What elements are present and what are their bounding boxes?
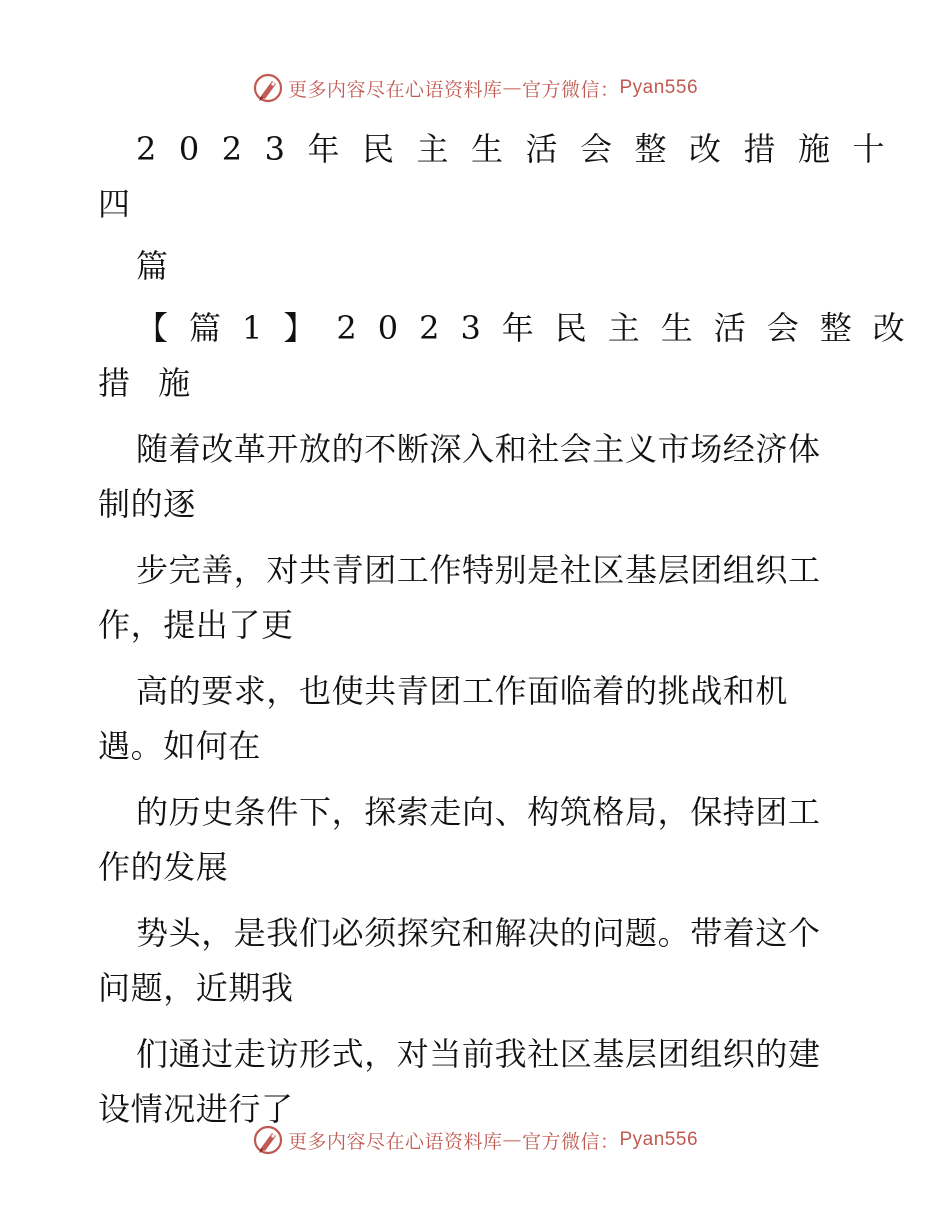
section-heading-line-1: 【篇1】2023年民主生活会整改: [136, 309, 926, 347]
bottom-watermark-banner: [0, 1124, 950, 1156]
paragraph-line: 们通过走访形式，对当前我社区基层团组织的建: [136, 1035, 821, 1073]
paragraph-line: 遇。如何在: [98, 727, 262, 765]
watermark-account: Pyan556: [619, 1129, 699, 1150]
paragraph-line: 高的要求，也使共青团工作面临着的挑战和机: [136, 672, 789, 710]
watermark-account: Pyan556: [619, 77, 699, 98]
paragraph-line: 随着改革开放的不断深入和社会主义市场经济体: [136, 430, 821, 468]
pen-logo-icon: [252, 72, 284, 104]
paragraph-line: 作，提出了更: [98, 606, 294, 644]
watermark-wechat-label: 官方微信：: [521, 78, 620, 101]
paragraph-line: 步完善，对共青团工作特别是社区基层团组织工: [136, 551, 821, 589]
section-heading-line-2: 措 施: [98, 364, 200, 402]
doc-title-line-3: 篇: [136, 247, 169, 285]
paragraph-line: 制的逐: [98, 485, 196, 523]
watermark-text: 更多内容尽在心语资料库: [287, 78, 503, 101]
watermark-text: 更多内容尽在心语资料库: [287, 1130, 503, 1153]
top-watermark-banner: [0, 72, 950, 104]
watermark-wechat-label: 官方微信：: [521, 1130, 620, 1153]
paragraph-line: 问题，近期我: [98, 969, 294, 1007]
watermark-separator: —: [502, 77, 522, 99]
document-body: [98, 122, 926, 1137]
pen-logo-icon: [252, 1124, 284, 1156]
paragraph-line: 的历史条件下，探索走向、构筑格局，保持团工: [136, 793, 821, 831]
watermark-separator: —: [502, 1129, 522, 1151]
paragraph-line: 设情况进行了: [98, 1090, 294, 1128]
paragraph-line: 作的发展: [98, 848, 229, 886]
doc-title-line-2: 四: [98, 185, 131, 223]
paragraph-line: 势头，是我们必须探究和解决的问题。带着这个: [136, 914, 821, 952]
doc-title-line-1: 2023年民主生活会整改措施十: [136, 130, 907, 168]
